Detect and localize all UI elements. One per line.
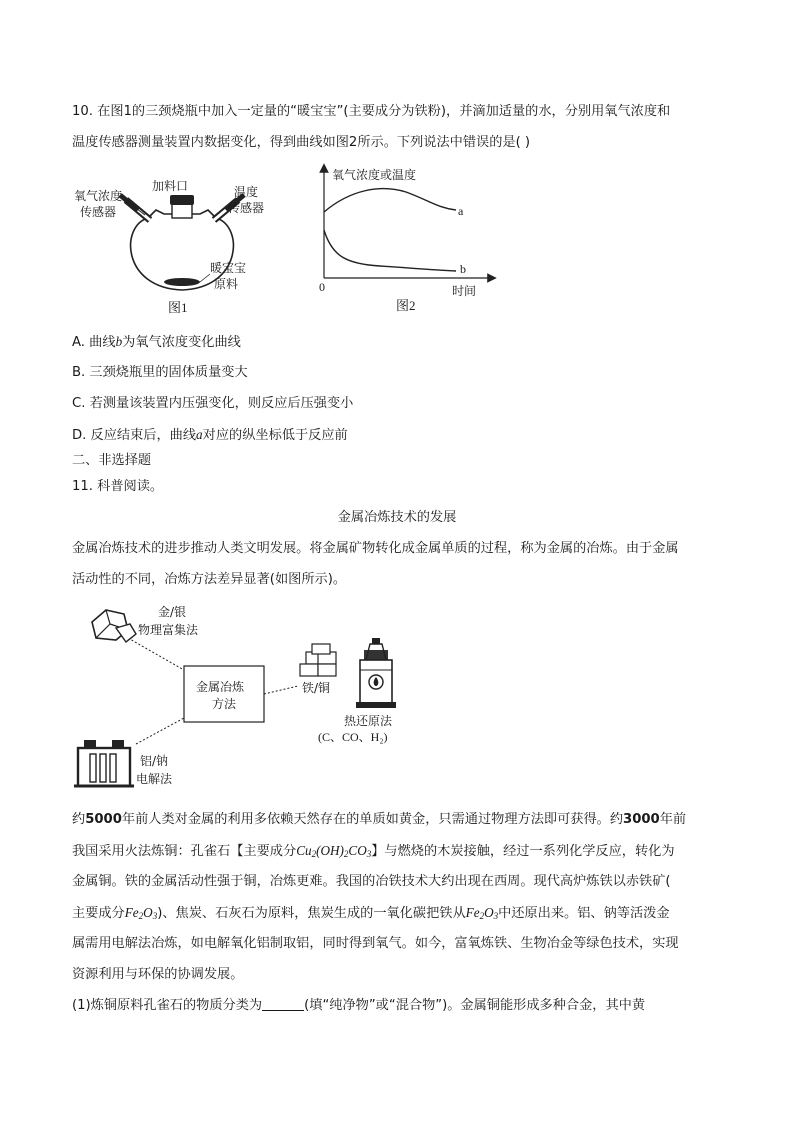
fig2-curve-b-label: b: [460, 262, 466, 276]
fig1-inlet-label: 加料口: [152, 179, 189, 193]
figure-2-curves: [310, 160, 500, 320]
fig1-oxygen-label-1: 氧气浓度: [74, 189, 123, 203]
center-box: [184, 666, 264, 722]
curve-a: [324, 189, 456, 212]
answer-blank[interactable]: [262, 996, 304, 1011]
p2-line-1: 约5000年前人类对金属的利用多依赖天然存在的单质如黄金，只需通过物理方法即可获得。约3000年前: [72, 812, 687, 827]
fig2-curve-a-label: a: [458, 204, 464, 218]
center-label-1: 金属冶炼: [196, 680, 245, 694]
q10-line-2: 温度传感器测量装置内数据变化，得到曲线如图2所示。下列说法中错误的是( ): [72, 135, 531, 150]
option-c: C. 若测量该装置内压强变化，则反应后压强变小: [72, 396, 354, 411]
p2-line-4: 主要成分$Fe_2O_3$)、焦炭、石灰石为原料，焦炭生成的一氧化碳把铁从$Fe_2O_3$中还原出来。铝、钠等活泼金: [72, 905, 670, 921]
fig2-origin: 0: [319, 280, 325, 294]
fig2-xlabel: 时间: [452, 284, 477, 298]
option-d-post: 对应的纵坐标低于反应前: [202, 428, 348, 443]
iron-label: 铁/铜: [302, 681, 331, 695]
option-d-pre: D. 反应结束后，曲线: [72, 428, 197, 443]
p2-line-2: 我国采用火法炼铜：孔雀石【主要成分$Cu_2(OH)_2CO_3$】与燃烧的木炭接触，经过一系列化学反应，转化为: [72, 843, 675, 859]
gold-label-1: 金/银: [158, 605, 187, 619]
article-title: 金属冶炼技术的发展: [337, 510, 457, 525]
electrolysis-label-2: 电解法: [136, 772, 173, 786]
formula-hematite: $Fe_2O_3$: [124, 905, 158, 921]
p2-line-6: 资源利用与环保的协调发展。: [72, 967, 244, 982]
fig1-temp-label-2: 传感器: [228, 201, 265, 215]
option-d-var: a: [196, 427, 203, 442]
q11-head: 11. 科普阅读。: [72, 479, 164, 494]
p2-line-5: 属需用电解法冶炼，如电解氧化铝制取铝，同时得到氧气。如今，富氧炼铁、生物冶金等绿色技术，实现: [72, 936, 679, 951]
stopper: [170, 195, 194, 205]
p1-line-1: 金属冶炼技术的进步推动人类文明发展。将金属矿物转化成金属单质的过程，称为金属的冶炼。由于金属: [72, 541, 679, 556]
q10-line-1: 10. 在图1的三颈烧瓶中加入一定量的“暖宝宝”(主要成分为铁粉)，并滴加适量的水，分别用氧气浓度和: [72, 104, 671, 119]
curve-b: [324, 230, 456, 271]
option-a-pre: A. 曲线: [72, 335, 116, 350]
fig2-ylabel: 氧气浓度或温度: [332, 168, 417, 182]
fig2-caption: 图2: [396, 298, 416, 313]
fig1-caption: 图1: [168, 300, 188, 315]
formula-malachite: $Cu_2(OH)_2CO_3$: [296, 843, 372, 859]
furnace-icon: [356, 638, 396, 708]
option-a: [72, 332, 241, 353]
thermal-label-1: 热还原法: [344, 714, 393, 728]
option-d: [72, 425, 348, 446]
left-sensor: [120, 195, 150, 220]
metal-ingots-icon: [300, 644, 336, 676]
thermal-label-2: (C、CO、H₂): [318, 730, 388, 744]
center-label-2: 方法: [212, 697, 237, 711]
electrolysis-icon: [74, 740, 134, 786]
formula-hematite-2: $Fe_2O_3$: [465, 905, 499, 921]
figure-1-flask: [60, 170, 300, 320]
fig1-temp-label-1: 温度: [234, 185, 259, 199]
p1-line-2: 活动性的不同，冶炼方法差异显著(如图所示)。: [72, 572, 347, 587]
p2-line-3: 金属铜。铁的金属活动性强于铜，冶炼更难。我国的冶铁技术大约出现在西周。现代高炉炼铁以赤铁矿(: [72, 874, 671, 889]
fig1-material-label-2: 原料: [214, 277, 239, 291]
gold-nugget-icon: [92, 610, 136, 642]
subquestion-1: (1)炼铜原料孔雀石的物质分类为 (填“纯净物”或“混合物”)。金属铜能形成多种合金，其中黄: [72, 998, 646, 1013]
smelting-diagram: [66, 598, 426, 798]
section-heading: 二、非选择题: [72, 453, 152, 468]
option-a-post: 为氧气浓度变化曲线: [122, 335, 241, 350]
fig1-oxygen-label-2: 传感器: [80, 205, 117, 219]
gold-label-2: 物理富集法: [138, 623, 199, 637]
option-a-var: b: [115, 334, 123, 349]
electrolysis-label-1: 铝/钠: [140, 754, 169, 768]
fig1-material-label-1: 暖宝宝: [210, 261, 247, 275]
option-b: B. 三颈烧瓶里的固体质量变大: [72, 365, 248, 380]
middle-neck: [172, 204, 192, 218]
warm-pack-material: [164, 278, 200, 286]
